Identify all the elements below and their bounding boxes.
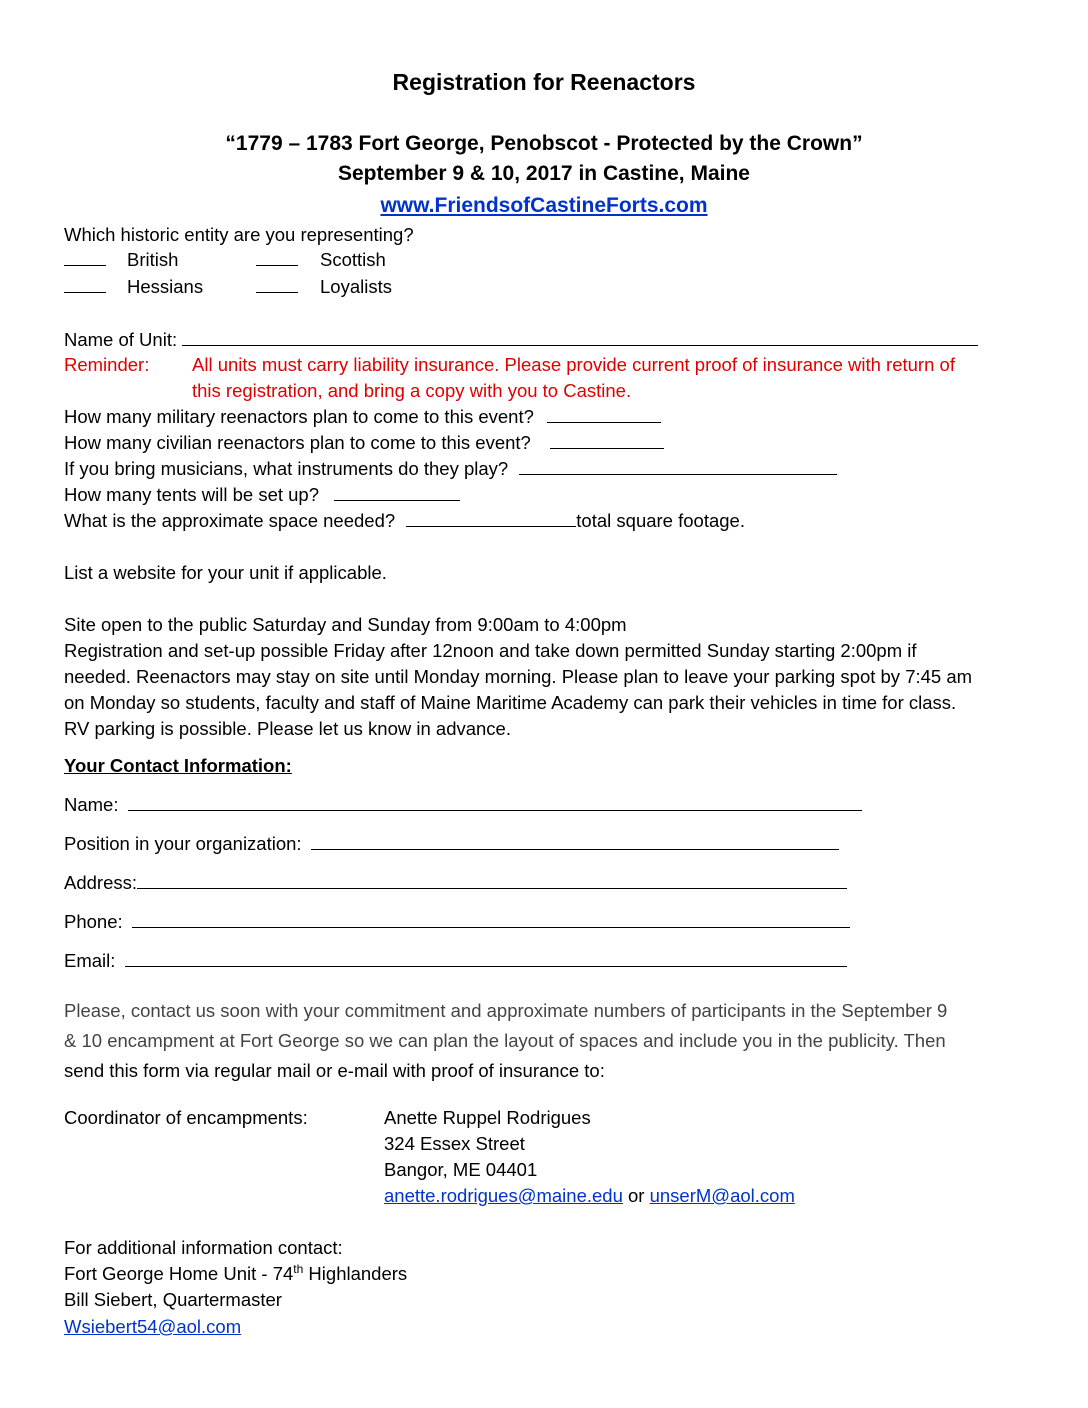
home-unit-suffix: Highlanders [303,1263,408,1284]
musicians-question: If you bring musicians, what instruments do they play? [64,458,509,479]
option-label: British [127,249,179,270]
unit-website-question: List a website for your unit if applicable. [64,562,387,583]
contact-position-row [64,833,839,855]
closing-line-2: & 10 encampment at Fort George so we can plan the layout of spaces and include you in the publicity. Then [64,1030,946,1051]
contact-phone-row [64,911,850,933]
additional-heading: For additional information contact: [64,1237,343,1258]
quartermaster-line: Bill Siebert, Quartermaster [64,1289,282,1310]
option-label: Loyalists [320,276,392,297]
contact-name-label: Name: [64,794,119,815]
home-unit-line [64,1263,407,1285]
contact-address-field[interactable] [137,872,847,889]
info-line-5: RV parking is possible. Please let us know in advance. [64,718,511,739]
info-line-1: Site open to the public Saturday and Sunday from 9:00am to 4:00pm [64,614,627,635]
unit-name-field[interactable] [182,329,978,346]
reminder-label: Reminder: [64,354,150,375]
coordinator-label: Coordinator of encampments: [64,1107,308,1128]
space-question: What is the approximate space needed? [64,510,396,531]
page-title: Registration for Reenactors [392,69,696,95]
quartermaster-email-line [64,1316,241,1338]
info-line-4: on Monday so students, faculty and staff of Maine Maritime Academy can park their vehicles in time for class. [64,692,957,713]
space-suffix: total square footage. [576,510,745,531]
info-line-3: needed. Reenactors may stay on site until Monday morning. Please plan to leave your parking spot by 7:45 am [64,666,973,687]
contact-email-label: Email: [64,950,116,971]
entity-option-hessians[interactable] [64,276,204,298]
space-row [64,510,745,532]
contact-name-row [64,794,862,816]
closing-line-3: send this form via regular mail or e-mail with proof of insurance to: [64,1060,605,1081]
contact-address-label: Address: [64,872,138,893]
info-line-2: Registration and set-up possible Friday after 12noon and take down permitted Sunday starting 2:00pm if [64,640,917,661]
civilian-row [64,432,664,454]
contact-heading: Your Contact Information: [64,755,292,776]
tents-field[interactable] [334,484,460,501]
email-separator: or [628,1185,645,1206]
tents-row [64,484,460,506]
contact-email-row [64,950,847,972]
coordinator-email-2-link[interactable]: unserM@aol.com [649,1185,795,1206]
website-link[interactable]: www.FriendsofCastineForts.com [380,194,708,217]
contact-email-field[interactable] [125,950,847,967]
civilian-field[interactable] [550,432,664,449]
coordinator-city: Bangor, ME 04401 [384,1159,538,1180]
civilian-question: How many civilian reenactors plan to come to this event? [64,432,531,453]
event-date: September 9 & 10, 2017 in Castine, Maine [337,162,750,185]
entity-option-scottish[interactable] [256,249,386,271]
checkbox-blank[interactable] [256,249,298,266]
contact-name-field[interactable] [128,794,862,811]
entity-question: Which historic entity are you representing? [64,224,414,245]
contact-position-label: Position in your organization: [64,833,302,854]
military-row [64,406,661,428]
entity-option-british[interactable] [64,249,179,271]
tents-question: How many tents will be set up? [64,484,320,505]
website-line [0,195,1088,217]
unit-name-label: Name of Unit: [64,329,178,350]
space-field[interactable] [406,510,576,527]
coordinator-emails [384,1185,795,1207]
quartermaster-email-link[interactable]: Wsiebert54@aol.com [64,1316,242,1337]
musicians-row [64,458,837,480]
contact-phone-label: Phone: [64,911,123,932]
event-title: “1779 – 1783 Fort George, Penobscot - Protected by the Crown” [225,132,863,155]
reminder-text-1: All units must carry liability insurance. Please provide current proof of insurance with return of [192,354,955,375]
military-field[interactable] [547,406,661,423]
home-unit-prefix: Fort George Home Unit - 74 [64,1263,294,1284]
option-label: Scottish [320,249,386,270]
unit-name-row [64,329,978,351]
coordinator-email-1-link[interactable]: anette.rodrigues@maine.edu [384,1185,623,1206]
entity-option-loyalists[interactable] [256,276,392,298]
coordinator-name: Anette Ruppel Rodrigues [384,1107,591,1128]
checkbox-blank[interactable] [64,276,106,293]
coordinator-street: 324 Essex Street [384,1133,525,1154]
contact-phone-field[interactable] [132,911,850,928]
reminder-text-2: this registration, and bring a copy with you to Castine. [192,380,632,401]
contact-address-row [64,872,847,894]
home-unit-superscript: th [293,1261,304,1276]
option-label: Hessians [127,276,204,297]
checkbox-blank[interactable] [256,276,298,293]
closing-line-1: Please, contact us soon with your commitment and approximate numbers of participants in the September 9 [64,1000,948,1021]
military-question: How many military reenactors plan to come to this event? [64,406,534,427]
contact-position-field[interactable] [311,833,839,850]
checkbox-blank[interactable] [64,249,106,266]
musicians-field[interactable] [519,458,837,475]
